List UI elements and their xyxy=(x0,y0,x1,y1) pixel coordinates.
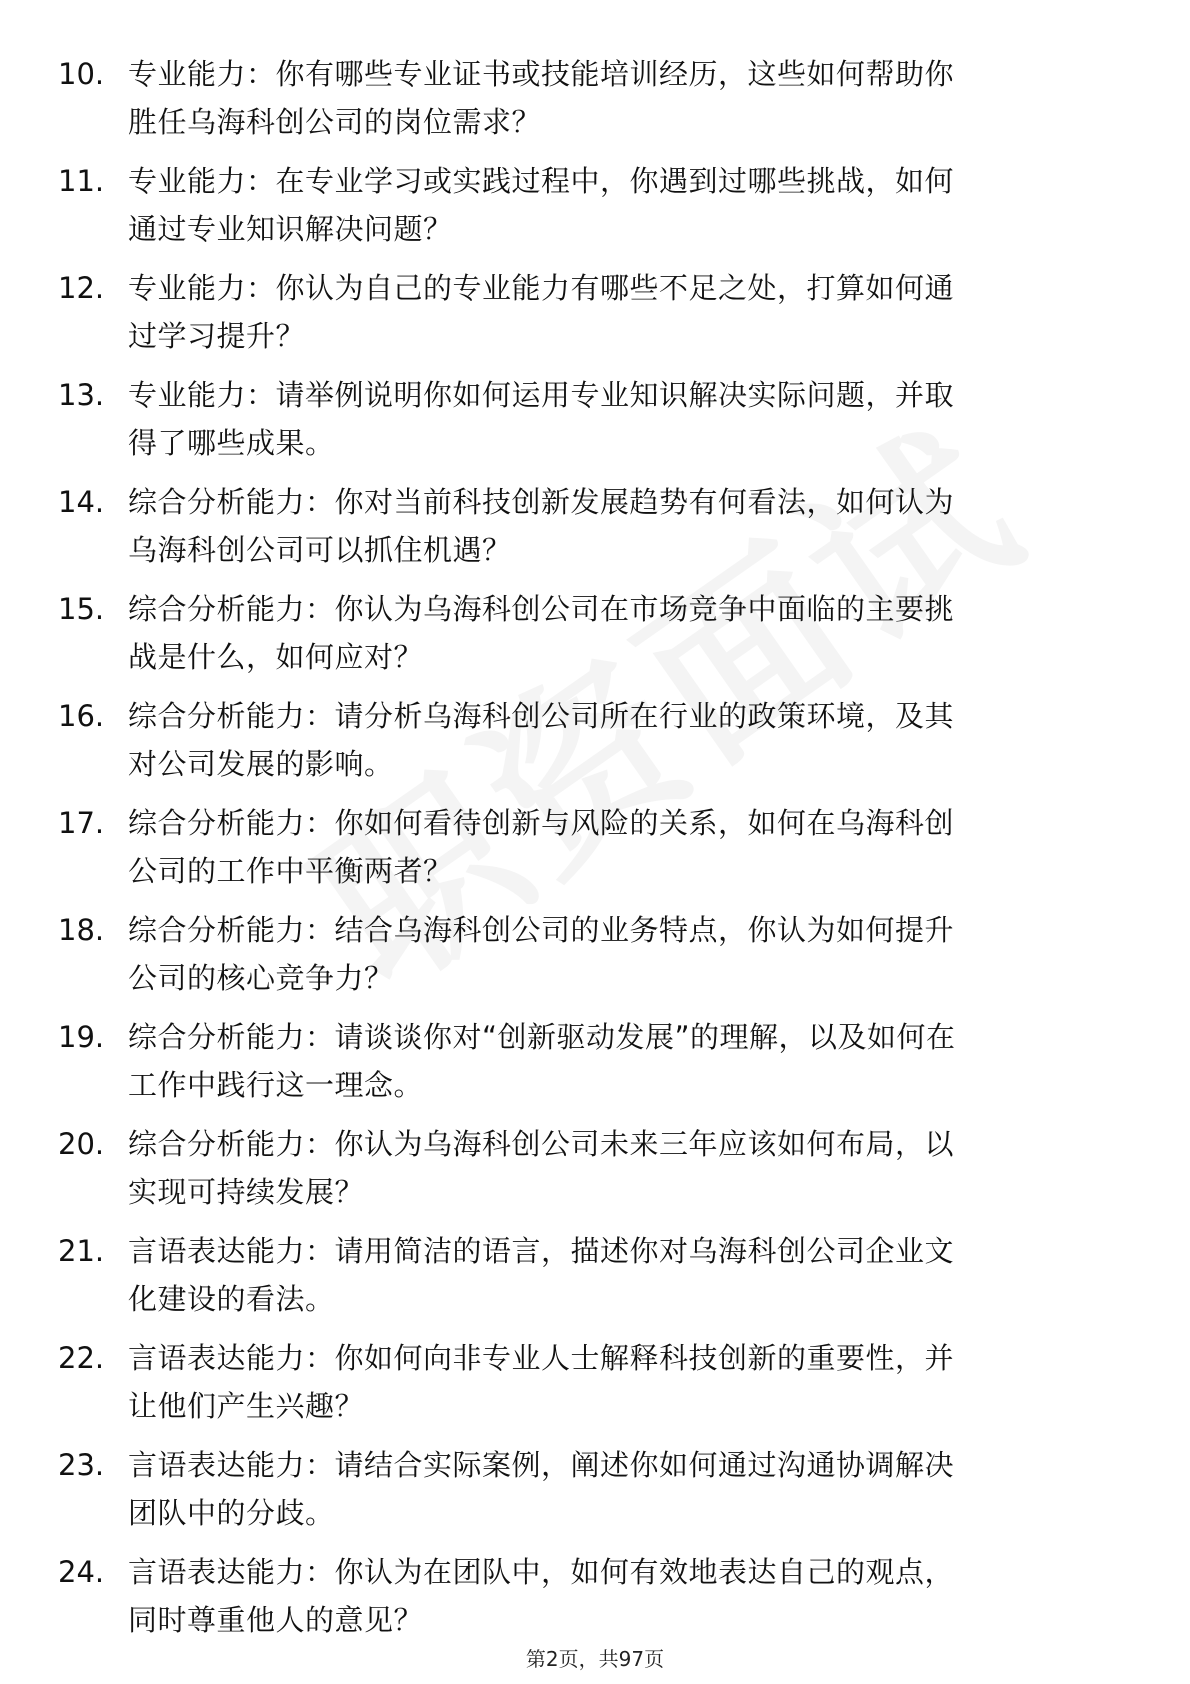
question-text xyxy=(128,799,1128,895)
question-line: 实现可持续发展？ xyxy=(128,1175,365,1209)
question-number: 16. xyxy=(58,699,105,733)
question-line: 综合分析能力：结合乌海科创公司的业务特点，你认为如何提升 xyxy=(128,913,955,947)
question-text xyxy=(128,1013,1128,1109)
question-number: 13. xyxy=(58,378,105,412)
question-item xyxy=(0,478,1190,585)
question-number: 12. xyxy=(58,271,105,305)
question-text xyxy=(128,1227,1128,1323)
question-number: 15. xyxy=(58,592,105,626)
question-text xyxy=(128,906,1128,1002)
question-item xyxy=(0,264,1190,371)
question-line: 专业能力：你认为自己的专业能力有哪些不足之处，打算如何通 xyxy=(128,271,955,305)
question-item xyxy=(0,906,1190,1013)
question-line: 综合分析能力：你认为乌海科创公司在市场竞争中面临的主要挑 xyxy=(128,592,955,626)
question-item xyxy=(0,1013,1190,1120)
question-item xyxy=(0,1227,1190,1334)
question-line: 工作中践行这一理念。 xyxy=(128,1068,424,1102)
question-text xyxy=(128,692,1128,788)
question-number: 23. xyxy=(58,1448,105,1482)
question-item xyxy=(0,1120,1190,1227)
question-text xyxy=(128,1548,1128,1644)
question-number: 18. xyxy=(58,913,105,947)
question-line: 言语表达能力：你认为在团队中，如何有效地表达自己的观点， xyxy=(128,1555,955,1589)
question-line: 胜任乌海科创公司的岗位需求？ xyxy=(128,105,542,139)
question-line: 团队中的分歧。 xyxy=(128,1496,335,1530)
question-line: 综合分析能力：你如何看待创新与风险的关系，如何在乌海科创 xyxy=(128,806,955,840)
question-number: 22. xyxy=(58,1341,105,1375)
question-text xyxy=(128,1334,1128,1430)
question-line: 让他们产生兴趣？ xyxy=(128,1389,365,1423)
question-line: 公司的工作中平衡两者？ xyxy=(128,854,453,888)
question-line: 专业能力：请举例说明你如何运用专业知识解决实际问题，并取 xyxy=(128,378,955,412)
question-line: 过学习提升？ xyxy=(128,319,306,353)
question-line: 综合分析能力：你认为乌海科创公司未来三年应该如何布局，以 xyxy=(128,1127,955,1161)
question-item xyxy=(0,1334,1190,1441)
question-list xyxy=(0,50,1190,1655)
question-item xyxy=(0,50,1190,157)
question-line: 综合分析能力：你对当前科技创新发展趋势有何看法，如何认为 xyxy=(128,485,955,519)
question-line: 言语表达能力：请结合实际案例，阐述你如何通过沟通协调解决 xyxy=(128,1448,955,1482)
question-line: 战是什么，如何应对？ xyxy=(128,640,424,674)
question-text xyxy=(128,371,1128,467)
question-line: 言语表达能力：你如何向非专业人士解释科技创新的重要性，并 xyxy=(128,1341,955,1375)
question-item xyxy=(0,585,1190,692)
question-number: 19. xyxy=(58,1020,105,1054)
question-item xyxy=(0,692,1190,799)
question-number: 21. xyxy=(58,1234,105,1268)
page-number-label: 第2页，共97页 xyxy=(525,1647,665,1671)
question-number: 17. xyxy=(58,806,105,840)
question-number: 11. xyxy=(58,164,105,198)
question-number: 14. xyxy=(58,485,105,519)
question-line: 言语表达能力：请用简洁的语言，描述你对乌海科创公司企业文 xyxy=(128,1234,955,1268)
question-number: 20. xyxy=(58,1127,105,1161)
question-line: 通过专业知识解决问题？ xyxy=(128,212,453,246)
question-text xyxy=(128,585,1128,681)
question-number: 24. xyxy=(58,1555,105,1589)
page-footer xyxy=(0,1643,1190,1672)
question-line: 公司的核心竞争力？ xyxy=(128,961,394,995)
question-item xyxy=(0,1441,1190,1548)
question-item xyxy=(0,157,1190,264)
question-line: 专业能力：你有哪些专业证书或技能培训经历，这些如何帮助你 xyxy=(128,57,955,91)
question-line: 专业能力：在专业学习或实践过程中，你遇到过哪些挑战，如何 xyxy=(128,164,955,198)
question-text xyxy=(128,1120,1128,1216)
question-line: 同时尊重他人的意见？ xyxy=(128,1603,424,1637)
question-line: 综合分析能力：请谈谈你对“创新驱动发展”的理解，以及如何在 xyxy=(128,1020,956,1054)
question-item xyxy=(0,371,1190,478)
question-line: 综合分析能力：请分析乌海科创公司所在行业的政策环境，及其 xyxy=(128,699,955,733)
question-text xyxy=(128,1441,1128,1537)
question-line: 对公司发展的影响。 xyxy=(128,747,394,781)
question-line: 乌海科创公司可以抓住机遇？ xyxy=(128,533,512,567)
question-item xyxy=(0,799,1190,906)
question-text xyxy=(128,264,1128,360)
question-number: 10. xyxy=(58,57,105,91)
question-line: 得了哪些成果。 xyxy=(128,426,335,460)
question-text xyxy=(128,478,1128,574)
question-line: 化建设的看法。 xyxy=(128,1282,335,1316)
question-text xyxy=(128,50,1128,146)
question-item xyxy=(0,1548,1190,1655)
question-text xyxy=(128,157,1128,253)
